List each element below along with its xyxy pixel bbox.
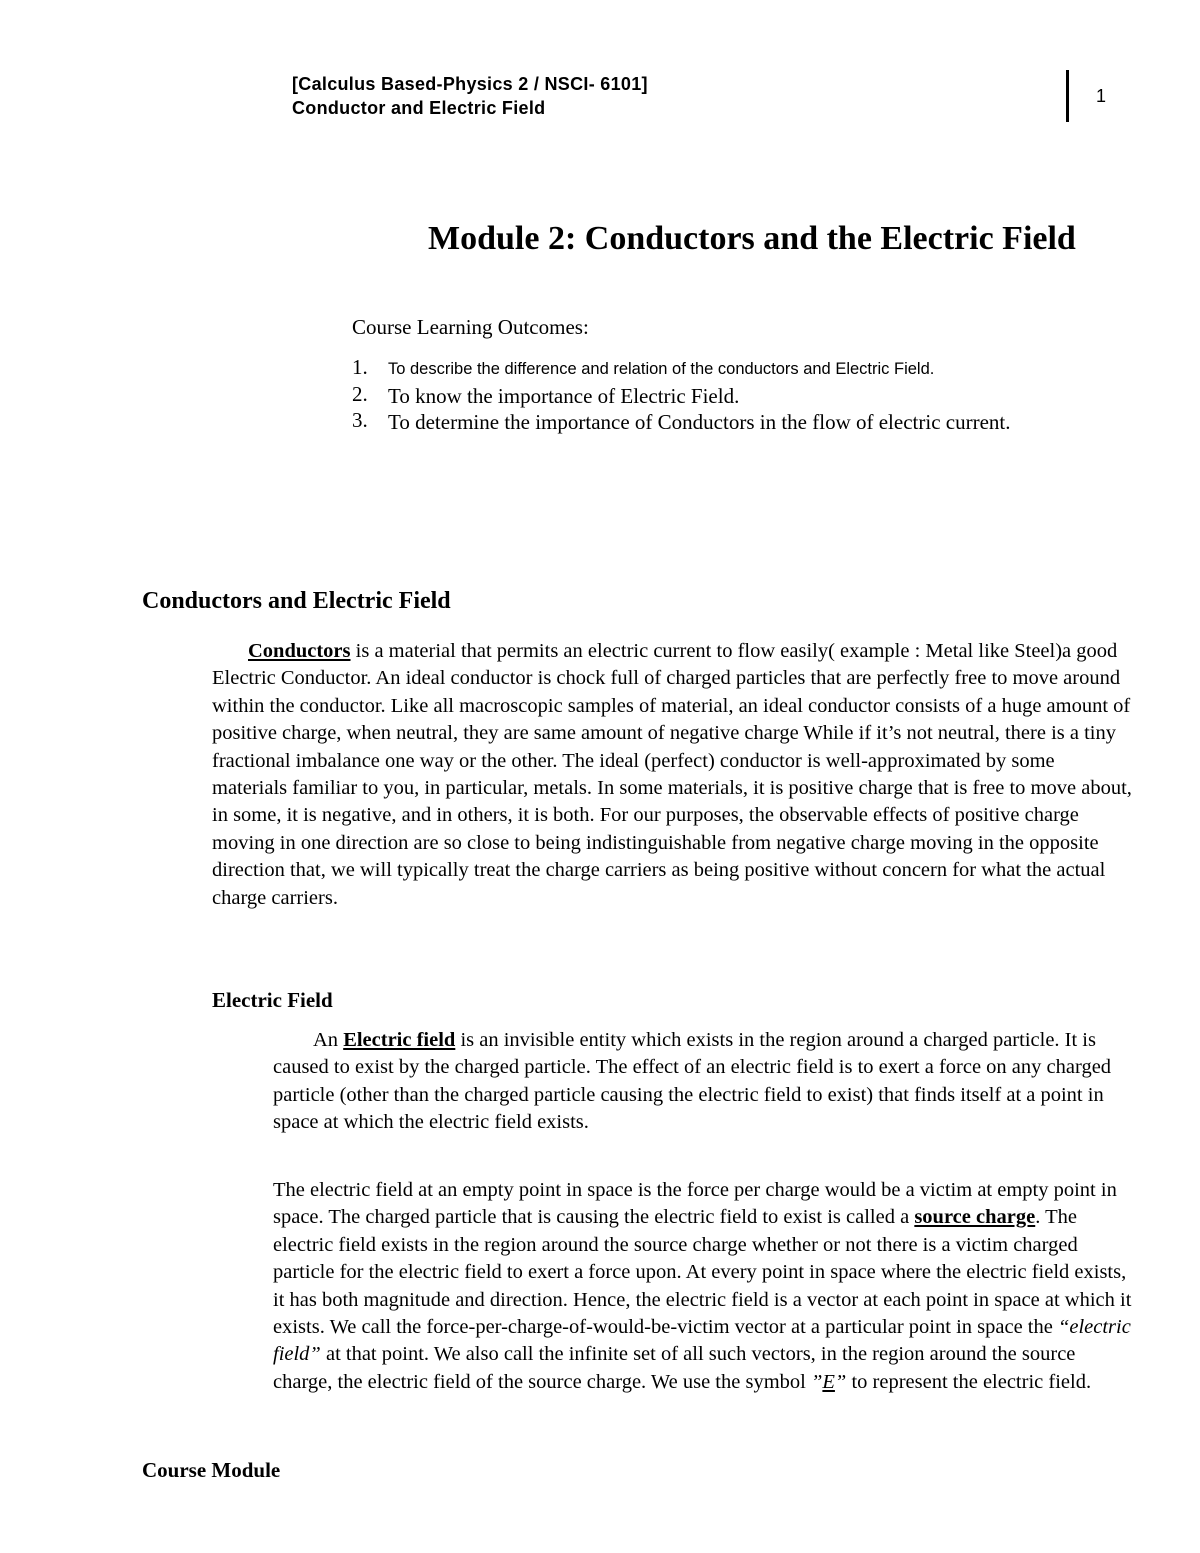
- source-charge-text-b: . The electric field exists in the region around the source charge whether or not there is a victim charged particle for the electric field to exert a force upon. At every point in space where the electric field exists, it has both magnitude and direction. Hence, the electric field is a vector at each point in space at which it exists. We call the force-per-charge-of-would-be-victim vector at a particular point in space the: [273, 1206, 1132, 1339]
- header-topic: Conductor and Electric Field: [292, 98, 546, 118]
- source-charge-term: source charge: [914, 1206, 1036, 1229]
- electric-field-heading: Electric Field: [212, 988, 333, 1012]
- field-symbol: E: [822, 1370, 835, 1393]
- page-title: Module 2: Conductors and the Electric Field: [428, 220, 1076, 257]
- conductors-paragraph: [212, 638, 1132, 912]
- outcome-number: 3.: [352, 408, 368, 432]
- outcome-number: 2.: [352, 382, 368, 406]
- conductors-text: is a material that permits an electric current to flow easily( example : Metal like Steel)a good Electric Conductor. An ideal conductor is chock full of charged particles that are perfectly free to move around within the conductor. Like all macroscopic samples of material, an ideal conductor consists of a huge amount of positive charge, when neutral, they are same amount of negative charge While if it’s not neutral, there is a tiny fractional imbalance one way or the other. The ideal (perfect) conductor is well-approximated by some materials familiar to you, in particular, metals. In some materials, it is positive charge that is free to move about, in some, it is negative, and in others, it is both. For our purposes, the observable effects of positive charge moving in one direction are so close to being indistinguishable from negative charge moving in the opposite direction that, we will typically treat the charge carriers as being positive without concern for what the actual charge carriers.: [212, 640, 1132, 909]
- header-divider: [1066, 70, 1069, 122]
- source-charge-paragraph: [273, 1177, 1133, 1396]
- symbol-quote-close: ”: [834, 1370, 847, 1393]
- source-charge-text-c: at that point. We also call the infinite set of all such vectors, in the region around the source charge, the electric field of the source charge. We use the symbol: [273, 1343, 1076, 1393]
- conductors-term: Conductors: [248, 640, 351, 662]
- footer-label: Course Module: [142, 1458, 281, 1482]
- electric-field-prefix: An: [313, 1029, 344, 1051]
- source-charge-text-d: to represent the electric field.: [846, 1370, 1092, 1393]
- electric-field-text: is an invisible entity which exists in the region around a charged particle. It is caused to exist by the charged particle. The effect of an electric field is to exert a force on any charged particle (other than the charged particle causing the electric field to exist) that finds itself at a point in space at which the electric field exists.: [273, 1029, 1112, 1134]
- symbol-quote-open: ”: [810, 1370, 823, 1393]
- header-course-title: [Calculus Based-Physics 2 / NSCI- 6101]: [292, 74, 648, 94]
- outcome-text: To describe the difference and relation of the conductors and Electric Field.: [388, 360, 935, 378]
- page-number: 1: [1096, 86, 1107, 106]
- outcome-text: To know the importance of Electric Field.: [388, 384, 740, 408]
- outcome-number: 1.: [352, 355, 368, 379]
- section-heading: Conductors and Electric Field: [142, 588, 451, 614]
- outcomes-heading: Course Learning Outcomes:: [352, 315, 589, 339]
- source-charge-text-a: The electric field at an empty point in space is the force per charge would be a victim at empty point in space. The charged particle that is causing the electric field to exist is called a: [273, 1179, 1117, 1229]
- outcome-text: To determine the importance of Conductors in the flow of electric current.: [388, 410, 1011, 434]
- electric-field-paragraph: [273, 1027, 1133, 1137]
- electric-field-italic: “electric field”: [273, 1316, 1131, 1366]
- electric-field-term: Electric field: [343, 1029, 456, 1051]
